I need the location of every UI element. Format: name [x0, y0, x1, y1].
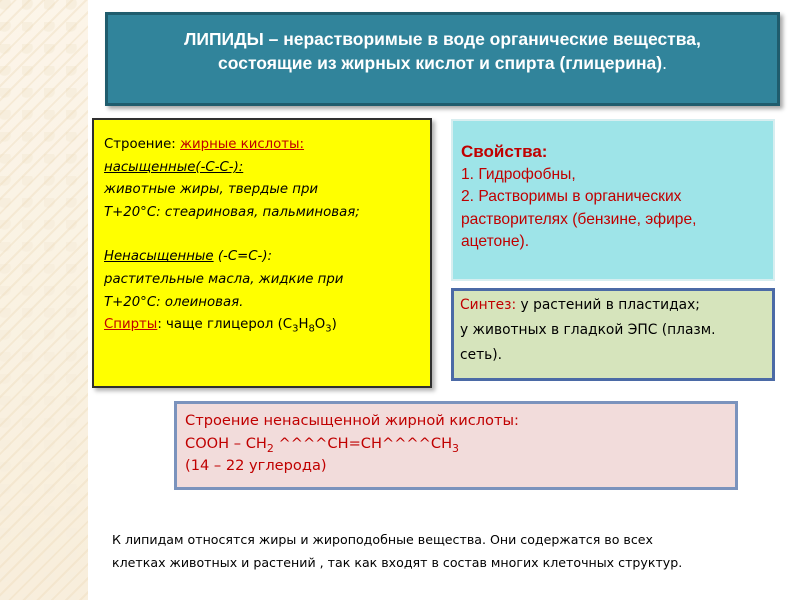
spacer	[104, 224, 420, 246]
synthesis-line-3: сеть).	[460, 347, 503, 363]
properties-heading: Свойства:	[461, 142, 548, 161]
formula-sub-b: 3	[452, 441, 460, 455]
saturated-desc-2: Т+20°С: стеариновая, пальминовая;	[104, 204, 360, 220]
footer-line-2: клетках животных и растений , так как входят в состав многих клеточных структур.	[112, 555, 683, 570]
structure-box	[92, 118, 432, 388]
unsaturated-formula: (-С=С-):	[213, 249, 272, 265]
title-box	[105, 12, 780, 106]
formula-part-a: СООН – СН	[185, 434, 267, 452]
synthesis-line-2: у животных в гладкой ЭПС (плазм.	[460, 322, 716, 338]
unsaturated-label: Ненасыщенные	[104, 249, 214, 265]
synthesis-plants: у растений в пластидах;	[516, 297, 700, 313]
alcohols-label: Спирты	[104, 317, 158, 333]
unsaturated-acid-box	[174, 401, 738, 490]
footer-text	[112, 528, 792, 574]
title-line-2	[108, 51, 777, 75]
formula-sub-a: 2	[266, 441, 274, 455]
properties-item-2-line-3: ацетоне).	[461, 233, 530, 250]
saturated-desc-1: животные жиры, твердые при	[104, 182, 319, 198]
alcohols-line	[104, 314, 420, 337]
decorative-strip-pattern	[0, 0, 88, 600]
unsaturated-line	[104, 246, 420, 269]
footer-line-1: К липидам относятся жиры и жироподобные вещества. Они содержатся во всех	[112, 532, 653, 547]
saturated-label: насыщенные(-С-С-):	[104, 159, 244, 175]
formula-part-b: ^^^^СН=СН^^^^СН	[273, 434, 453, 452]
glycerol-o: О	[314, 317, 326, 333]
structure-heading	[104, 134, 420, 157]
properties-item-1: 1. Гидрофобны,	[461, 165, 576, 183]
title-line-1: ЛИПИДЫ – нерастворимые в воде органические вещества,	[184, 29, 701, 49]
glycerol-sub-c: 3	[292, 323, 299, 335]
properties-box	[451, 119, 775, 281]
synthesis-label: Синтез:	[460, 297, 517, 313]
unsaturated-acid-formula	[185, 433, 727, 456]
synthesis-box	[451, 288, 775, 381]
properties-item-2-line-1: 2. Растворимы в органических	[461, 188, 682, 205]
title-line-2-period: .	[662, 53, 667, 73]
glycerol-sub-h: 8	[308, 323, 315, 335]
unsaturated-acid-heading: Строение ненасыщенной жирной кислоты:	[185, 412, 519, 429]
unsaturated-desc-1: растительные масла, жидкие при	[104, 271, 344, 287]
glycerol-sub-o: 3	[325, 323, 332, 335]
alcohols-text: : чаще глицерол (С	[157, 317, 293, 333]
glycerol-close: )	[331, 317, 337, 333]
synthesis-line-1	[460, 293, 766, 318]
glycerol-h: Н	[298, 317, 309, 333]
title-line-2-text: состоящие из жирных кислот и спирта (глицерина)	[218, 53, 663, 73]
unsaturated-acid-carbons: (14 – 22 углерода)	[185, 457, 327, 474]
fatty-acids-link: жирные кислоты:	[180, 137, 305, 152]
structure-label: Строение:	[104, 137, 181, 152]
properties-item-2-line-2: растворителях (бензине, эфире,	[461, 210, 697, 228]
unsaturated-desc-2: Т+20°С: олеиновая.	[104, 294, 244, 310]
